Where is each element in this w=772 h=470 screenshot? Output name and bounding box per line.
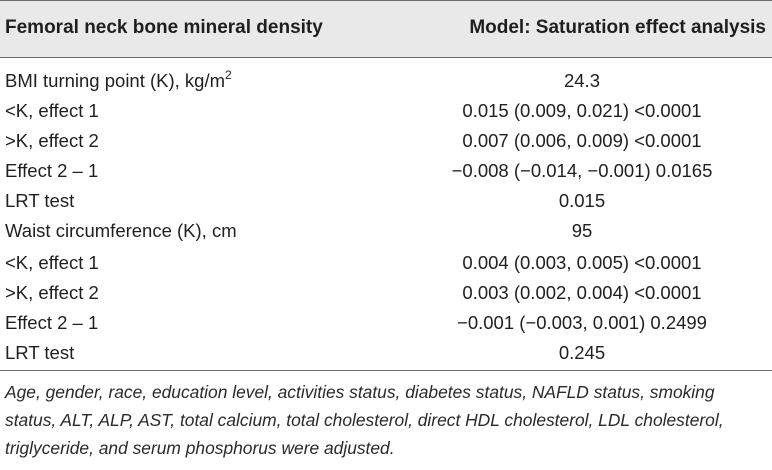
row-label: >K, effect 2 bbox=[5, 282, 99, 303]
row-value: 0.003 (0.002, 0.004) <0.0001 bbox=[462, 282, 702, 303]
row-value: 0.007 (0.006, 0.009) <0.0001 bbox=[462, 130, 702, 151]
row-label: Waist circumference (K), cm bbox=[5, 220, 237, 241]
row-value: 0.015 (0.009, 0.021) <0.0001 bbox=[462, 100, 702, 121]
table-row bbox=[0, 186, 772, 216]
row-label: BMI turning point (K), $kg/m^2$ bbox=[5, 68, 232, 91]
table-row bbox=[0, 156, 772, 186]
table-header bbox=[0, 0, 772, 58]
table-footnote: Age, gender, race, education level, activities status, diabetes status, NAFLD status, smoking status, ALT, ALP, AST, total calcium, total cholesterol, direct HDL cholesterol, LDL cholesterol, triglyceride, and serum phosphorus were adjusted. bbox=[5, 382, 724, 458]
table-row bbox=[0, 278, 772, 308]
row-label: >K, effect 2 bbox=[5, 130, 99, 151]
row-value: 0.015 bbox=[558, 190, 606, 211]
row-label: <K, effect 1 bbox=[5, 252, 99, 273]
row-value: 95 bbox=[571, 220, 593, 241]
top-rule bbox=[0, 0, 772, 1]
row-value: −0.008 (−0.014, −0.001) 0.0165 bbox=[451, 160, 713, 181]
table-row bbox=[0, 216, 772, 246]
table-row bbox=[0, 248, 772, 278]
table-row bbox=[0, 308, 772, 338]
row-label: <K, effect 1 bbox=[5, 100, 99, 121]
header-rule bbox=[0, 57, 772, 58]
row-value: 24.3 bbox=[563, 70, 600, 91]
row-value: 0.245 bbox=[558, 342, 606, 363]
row-label: LRT test bbox=[5, 342, 75, 363]
row-value: −0.001 (−0.003, 0.001) 0.2499 bbox=[457, 312, 707, 333]
bottom-rule bbox=[0, 370, 772, 371]
table-row bbox=[0, 96, 772, 126]
table-row bbox=[0, 126, 772, 156]
row-label: Effect 2 – 1 bbox=[5, 312, 99, 333]
table-row bbox=[0, 338, 772, 368]
row-label: Effect 2 – 1 bbox=[5, 160, 99, 181]
row-label: LRT test bbox=[5, 190, 75, 211]
header-left-column: Femoral neck bone mineral density bbox=[5, 17, 323, 38]
row-value: 0.004 (0.003, 0.005) <0.0001 bbox=[462, 252, 702, 273]
header-right-column: Model: Saturation effect analysis bbox=[469, 17, 766, 38]
table-row bbox=[0, 66, 772, 96]
